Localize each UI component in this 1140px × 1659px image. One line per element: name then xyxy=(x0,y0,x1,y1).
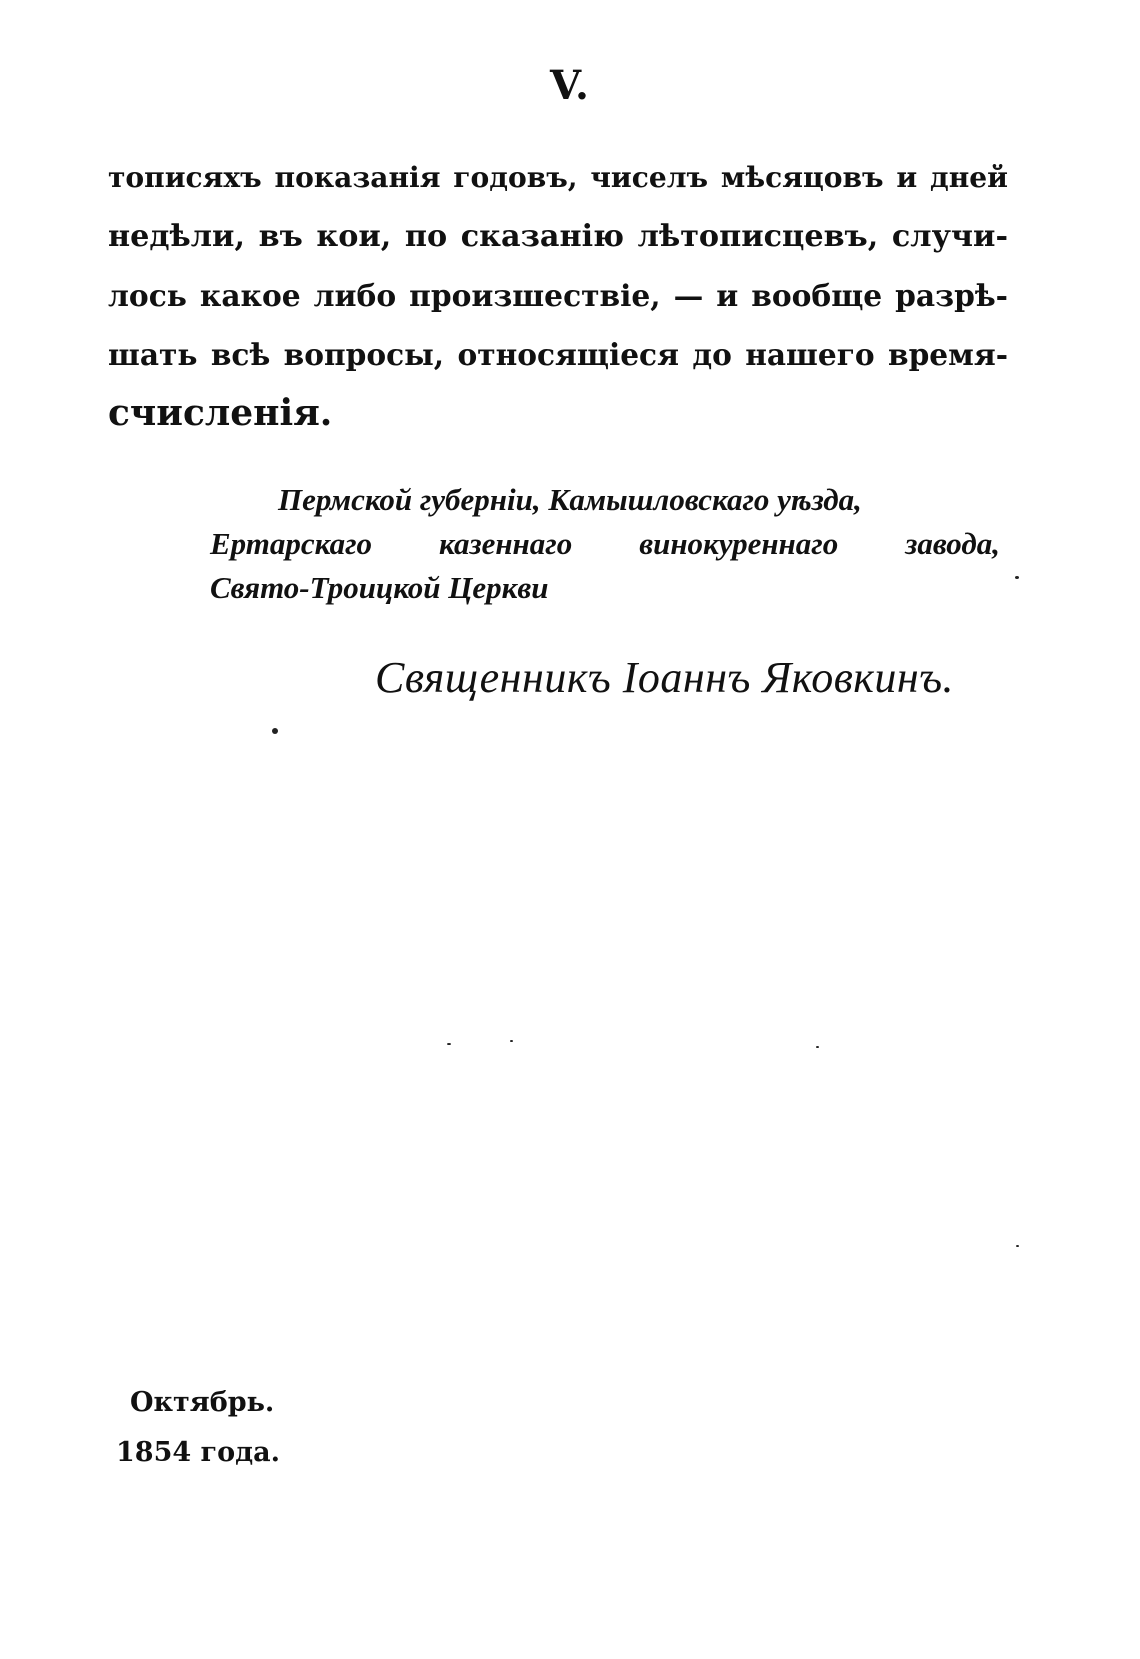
signature-line-province: Пермской губерніи, Камышловскаго уѣзда, xyxy=(278,482,862,517)
scan-speck xyxy=(1015,576,1019,579)
scan-speck xyxy=(816,1046,819,1048)
signature-author: Священникъ Іоаннъ Яковкинъ. xyxy=(375,653,955,702)
signature-line-factory: Ертарскаго казеннаго винокуреннаго завода, xyxy=(210,526,1000,561)
scan-speck xyxy=(447,1043,451,1045)
date-month: Октябрь. xyxy=(130,1387,275,1418)
scan-speck xyxy=(510,1040,513,1042)
body-line-1: тописяхъ показанія годовъ, чиселъ мѣсяцовъ и дней xyxy=(108,161,1008,194)
body-paragraph xyxy=(108,148,1008,443)
signature-line-church: Свято-Троицкой Церкви xyxy=(210,570,549,605)
scan-speck xyxy=(272,728,278,734)
date-year: 1854 года. xyxy=(116,1437,280,1468)
body-line-3: лось какое либо произшествіе, — и вообще разрѣ- xyxy=(108,278,1008,313)
body-line-5: счисленія. xyxy=(108,392,333,434)
body-line-2: недѣли, въ кои, по сказанію лѣтописцевъ, случи- xyxy=(108,219,1008,254)
signature-place xyxy=(210,478,1000,610)
page-number: V. xyxy=(550,62,590,109)
body-line-4: шать всѣ вопросы, относящіеся до нашего время- xyxy=(108,337,1008,372)
scan-speck xyxy=(1016,1245,1019,1247)
